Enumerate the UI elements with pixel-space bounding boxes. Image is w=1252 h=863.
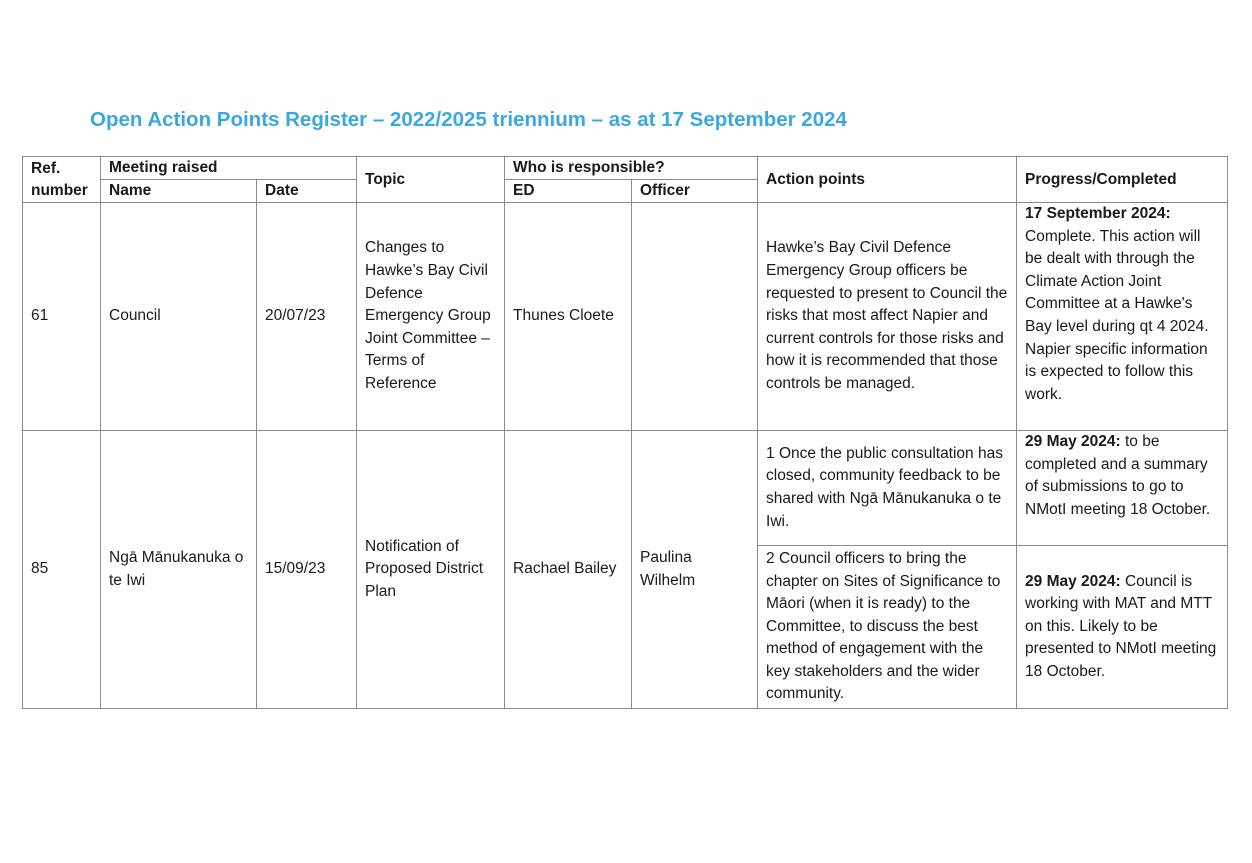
header-who-responsible: Who is responsible?	[505, 157, 758, 180]
header-ref-line1: Ref.	[31, 159, 61, 177]
cell-action: Hawke’s Bay Civil Defence Emergency Group officers be requested to present to Council the risks that most affect Napier and current controls for those risks and how it is recommended that those controls be managed.	[758, 203, 1017, 431]
cell-officer: Paulina Wilhelm	[632, 431, 758, 709]
progress-date: 17 September 2024:	[1025, 205, 1171, 222]
header-meeting-raised: Meeting raised	[101, 157, 357, 180]
cell-action: 1 Once the public consultation has closed, community feedback to be shared with Ngā Mānukanuka o te Iwi.	[758, 431, 1017, 546]
cell-name: Ngā Mānukanuka o te Iwi	[101, 431, 257, 709]
table-row	[23, 203, 1228, 431]
cell-date: 15/09/23	[257, 431, 357, 709]
cell-progress	[1017, 546, 1228, 709]
progress-text: Council is working with MAT and MTT on this. Likely to be presented to NMotI meeting 18 October.	[1025, 572, 1217, 680]
header-action-points: Action points	[758, 157, 1017, 203]
action-points-table	[22, 156, 1228, 709]
header-ref-line2: number	[31, 181, 88, 199]
page-title: Open Action Points Register – 2022/2025 triennium – as at 17 September 2024	[90, 108, 847, 131]
cell-topic: Changes to Hawke’s Bay Civil Defence Emergency Group Joint Committee – Terms of Reference	[357, 203, 505, 431]
progress-text: to be completed and a summary of submissions to go to NMotI meeting 18 October.	[1025, 433, 1211, 518]
cell-ref: 85	[23, 431, 101, 709]
progress-text: Complete. This action will be dealt with through the Climate Action Joint Committee at a Hawke's Bay level during qt 4 2024. Napier specific information is expected to follow this work.	[1025, 227, 1209, 403]
header-ed: ED	[505, 180, 632, 203]
cell-date: 20/07/23	[257, 203, 357, 431]
cell-ed: Thunes Cloete	[505, 203, 632, 431]
header-topic: Topic	[357, 157, 505, 203]
cell-officer	[632, 203, 758, 431]
cell-topic: Notification of Proposed District Plan	[357, 431, 505, 709]
header-date: Date	[257, 180, 357, 203]
header-officer: Officer	[632, 180, 758, 203]
cell-progress	[1017, 431, 1228, 546]
header-row-1	[23, 157, 1228, 180]
cell-ed: Rachael Bailey	[505, 431, 632, 709]
header-progress: Progress/Completed	[1017, 157, 1228, 203]
table-row	[23, 431, 1228, 546]
cell-ref: 61	[23, 203, 101, 431]
cell-name: Council	[101, 203, 257, 431]
header-ref	[23, 157, 101, 203]
cell-action: 2 Council officers to bring the chapter on Sites of Significance to Māori (when it is ready) to the Committee, to discuss the best method of engagement with the key stakeholders and the wider community.	[758, 546, 1017, 709]
header-name: Name	[101, 180, 257, 203]
progress-date: 29 May 2024:	[1025, 433, 1121, 450]
progress-date: 29 May 2024:	[1025, 572, 1121, 590]
cell-progress	[1017, 203, 1228, 431]
